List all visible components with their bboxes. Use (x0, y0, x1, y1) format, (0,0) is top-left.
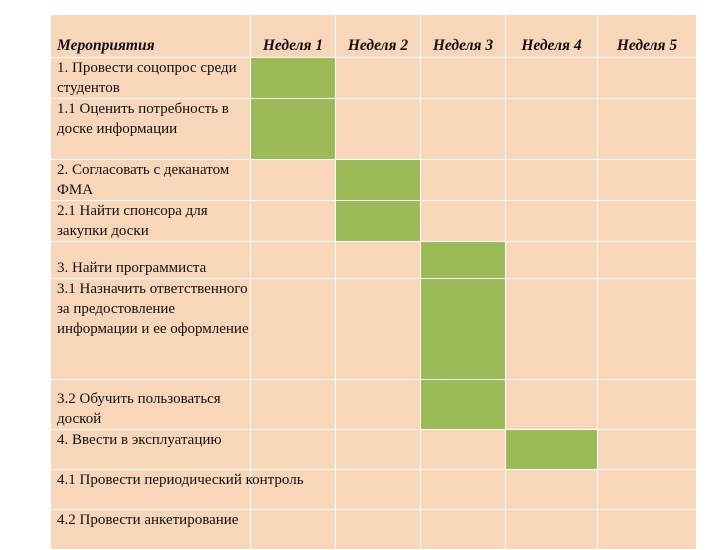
task-label: 1. Провести соцопрос среди студентов (51, 58, 251, 99)
week-cell (421, 160, 506, 201)
task-label: 4.1 Провести периодический контроль (51, 470, 251, 510)
week-cell (598, 470, 697, 510)
header-week-1: Неделя 1 (251, 15, 336, 58)
week-cell (251, 380, 336, 430)
week-cell (421, 242, 506, 279)
task-label: 4. Ввести в эксплуатацию (51, 430, 251, 470)
task-label: 3.1 Назначить ответственного за предостовление информации и ее оформление (51, 279, 251, 380)
task-row (51, 242, 697, 279)
week-cell (506, 242, 598, 279)
task-row (51, 279, 697, 380)
week-cell (598, 510, 697, 550)
week-cell (421, 201, 506, 242)
gantt-table (50, 14, 697, 550)
week-cell (506, 279, 598, 380)
week-cell (598, 99, 697, 160)
week-cell (336, 380, 421, 430)
task-row (51, 430, 697, 470)
task-row (51, 510, 697, 550)
week-cell (336, 242, 421, 279)
week-cell (506, 160, 598, 201)
week-cell (598, 380, 697, 430)
week-cell (336, 470, 421, 510)
task-label: 2.1 Найти спонсора для закупки доски (51, 201, 251, 242)
week-cell (421, 470, 506, 510)
task-row (51, 99, 697, 160)
week-cell (251, 430, 336, 470)
week-cell (421, 58, 506, 99)
week-cell (421, 279, 506, 380)
week-cell (506, 510, 598, 550)
week-cell (336, 160, 421, 201)
week-cell (336, 430, 421, 470)
week-cell (421, 430, 506, 470)
task-label: 3.2 Обучить пользоваться доской (51, 380, 251, 430)
task-row (51, 160, 697, 201)
header-week-4: Неделя 4 (506, 15, 598, 58)
header-week-5: Неделя 5 (598, 15, 697, 58)
task-label: 3. Найти программиста (51, 242, 251, 279)
week-cell (251, 58, 336, 99)
task-label: 2. Согласовать с деканатом ФМА (51, 160, 251, 201)
week-cell (421, 380, 506, 430)
week-cell (598, 201, 697, 242)
week-cell (598, 242, 697, 279)
task-row (51, 201, 697, 242)
week-cell (421, 510, 506, 550)
week-cell (598, 58, 697, 99)
week-cell (336, 99, 421, 160)
week-cell (336, 510, 421, 550)
week-cell (251, 510, 336, 550)
week-cell (251, 201, 336, 242)
header-row (51, 15, 697, 58)
week-cell (506, 58, 598, 99)
week-cell (251, 160, 336, 201)
week-cell (251, 99, 336, 160)
task-label: 4.2 Провести анкетирование (51, 510, 251, 550)
task-row (51, 470, 697, 510)
week-cell (336, 279, 421, 380)
week-cell (598, 430, 697, 470)
week-cell (506, 470, 598, 510)
week-cell (506, 99, 598, 160)
header-task: Мероприятия (51, 15, 251, 58)
week-cell (598, 279, 697, 380)
week-cell (421, 99, 506, 160)
header-week-3: Неделя 3 (421, 15, 506, 58)
task-row (51, 380, 697, 430)
week-cell (506, 380, 598, 430)
week-cell (598, 160, 697, 201)
task-row (51, 58, 697, 99)
week-cell (336, 201, 421, 242)
week-cell (506, 430, 598, 470)
week-cell (251, 242, 336, 279)
week-cell (251, 279, 336, 380)
header-week-2: Неделя 2 (336, 15, 421, 58)
task-label: 1.1 Оценить потребность в доске информации (51, 99, 251, 160)
week-cell (506, 201, 598, 242)
week-cell (336, 58, 421, 99)
